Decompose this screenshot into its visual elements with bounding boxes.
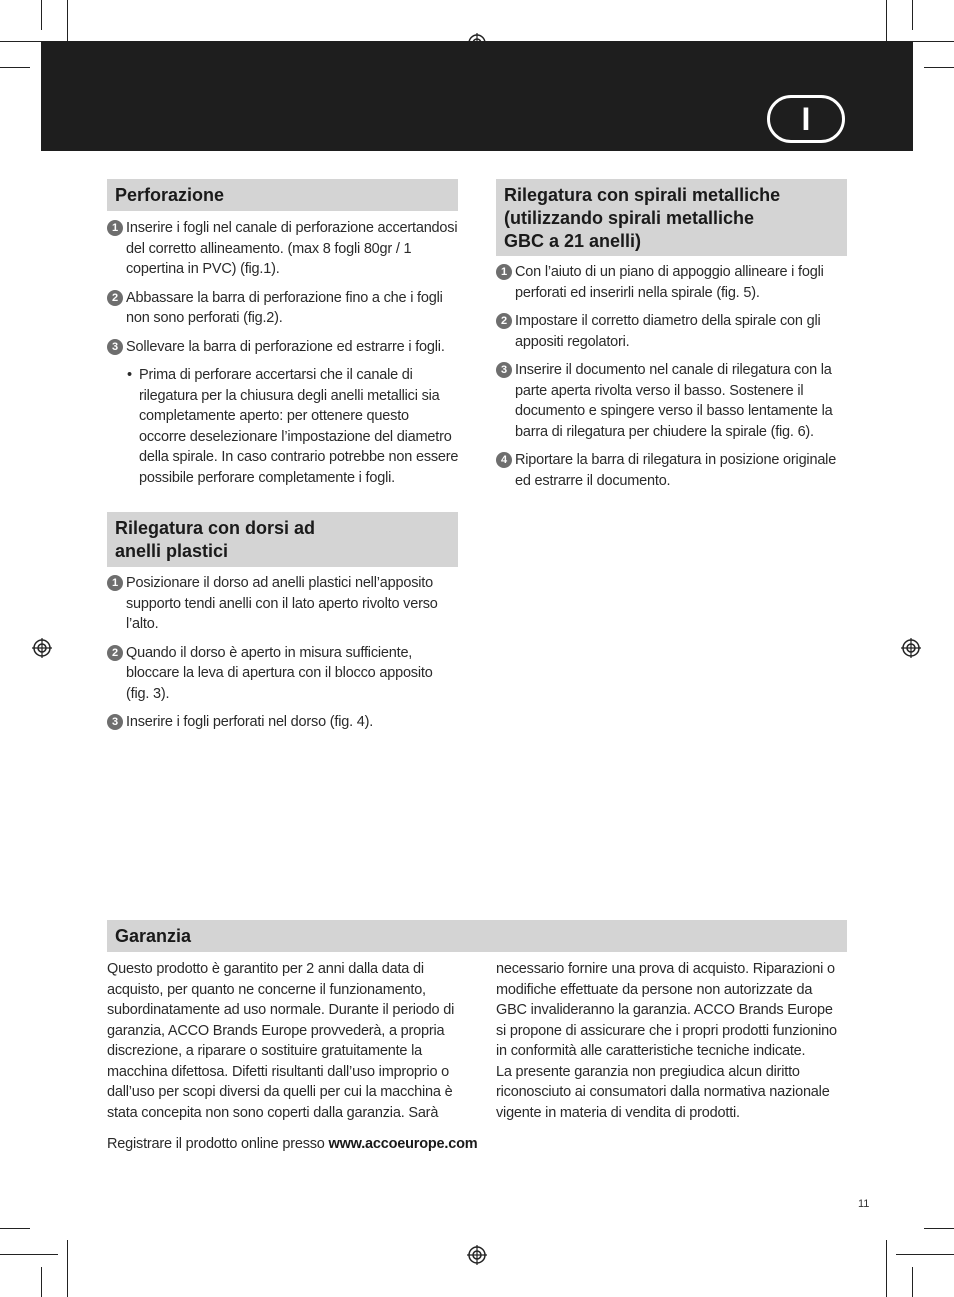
step-number-badge: 4 — [496, 452, 512, 468]
garanzia-register-line: Registrare il prodotto online presso www.accoeurope.com — [107, 1136, 478, 1152]
step-item: 4 Riportare la barra di rilegatura in posizione originale ed estrarre il documento. — [496, 450, 841, 491]
registration-mark-icon — [467, 1245, 487, 1265]
step-item: 1 Inserire i fogli nel canale di perforazione accertandosi del corretto allineamento. (max 8 fogli 80gr / 1 copertina in PVC) (fig.1). — [107, 218, 459, 280]
step-item: 2 Impostare il corretto diametro della spirale con gli appositi regolatori. — [496, 311, 841, 352]
dorsi-steps — [107, 573, 447, 741]
crop-mark — [0, 1254, 58, 1255]
step-item: 3 Inserire i fogli perforati nel dorso (fig. 4). — [107, 712, 447, 733]
step-number-badge: 1 — [107, 220, 123, 236]
step-number-badge: 2 — [107, 290, 123, 306]
step-item: 1 Con l’aiuto di un piano di appoggio allineare i fogli perforati ed inserirli nella spirale (fig. 5). — [496, 262, 841, 303]
crop-mark — [924, 1228, 954, 1229]
crop-mark — [912, 1267, 913, 1297]
garanzia-right-text: necessario fornire una prova di acquisto. Riparazioni o modifiche effettuate da persone non autorizzate da GBC invalideranno la garanzia. ACCO Brands Europe si propone di assicurare che i propri prodotti funzionino in conformità alle caratteristiche tecniche indicate. La presente garanzia non pregiudica alcun diritto riconosciuto ai consumatori dalla normativa nazionale vigente in materia di vendita di prodotti. — [496, 961, 837, 1121]
perforazione-steps — [107, 218, 459, 496]
crop-mark — [67, 1240, 68, 1297]
garanzia-left-text: Questo prodotto è garantito per 2 anni dalla data di acquisto, per quanto ne concerne il funzionamento, subordinatamente ad uso normale. Durante il periodo di garanzia, ACCO Brands Europe provvederà, a propria discrezione, a riparare o sostituire gratuitamente la macchina difettosa. Difetti risultanti dall’uso improprio o dall’uso per scopi diversi da quelli per cui la macchina è stata concepita non sono coperti dalla garanzia. Sarà — [107, 961, 455, 1121]
step-item: 1 Posizionare il dorso ad anelli plastici nell’apposito supporto tendi anelli con il lato aperto rivolto verso l’alto. — [107, 573, 447, 635]
section-title-garanzia: Garanzia — [107, 920, 847, 952]
step-number-badge: 2 — [496, 313, 512, 329]
step-number-badge: 3 — [107, 714, 123, 730]
step-number-badge: 3 — [496, 362, 512, 378]
step-item: 3 Sollevare la barra di perforazione ed estrarre i fogli. — [107, 337, 459, 358]
crop-mark — [0, 67, 30, 68]
crop-mark — [924, 67, 954, 68]
crop-mark — [886, 1240, 887, 1297]
crop-mark — [0, 1228, 30, 1229]
spirali-steps — [496, 262, 841, 499]
section-title-spirali: Rilegatura con spirali metalliche (utilizzando spirali metalliche GBC a 21 anelli) — [496, 179, 847, 256]
crop-mark — [896, 1254, 954, 1255]
crop-mark — [912, 0, 913, 30]
register-link[interactable]: www.accoeurope.com — [328, 1136, 478, 1152]
step-item: 2 Abbassare la barra di perforazione fino a che i fogli non sono perforati (fig.2). — [107, 288, 459, 329]
language-badge: I — [767, 95, 845, 143]
step-item: 2 Quando il dorso è aperto in misura sufficiente, bloccare la leva di apertura con il blocco apposito (fig. 3). — [107, 643, 447, 705]
step-item: 3 Inserire il documento nel canale di rilegatura con la parte aperta rivolta verso il basso. Sostenere il documento e spingere verso il basso lentamente la barra di rilegatura per chiudere la spirale (fig. 6). — [496, 360, 841, 442]
step-number-badge: 2 — [107, 645, 123, 661]
crop-mark — [41, 0, 42, 30]
crop-mark — [41, 1267, 42, 1297]
bullet-note: • Prima di perforare accertarsi che il canale di rilegatura per la chiusura degli anelli metallici sia completamente aperto: per ottenere questo occorre deselezionare l’impostazione del diametro della spirale. In caso contrario potrebbe non essere possibile perforare completamente i fogli. — [127, 367, 459, 486]
page-number: 11 — [858, 1198, 870, 1210]
section-title-perforazione: Perforazione — [107, 179, 458, 211]
bullet-icon: • — [127, 367, 132, 383]
step-number-badge: 1 — [496, 264, 512, 280]
step-number-badge: 3 — [107, 339, 123, 355]
section-title-dorsi: Rilegatura con dorsi ad anelli plastici — [107, 512, 458, 567]
registration-mark-icon — [901, 638, 921, 658]
header-banner — [41, 41, 913, 151]
registration-mark-icon — [32, 638, 52, 658]
step-number-badge: 1 — [107, 575, 123, 591]
